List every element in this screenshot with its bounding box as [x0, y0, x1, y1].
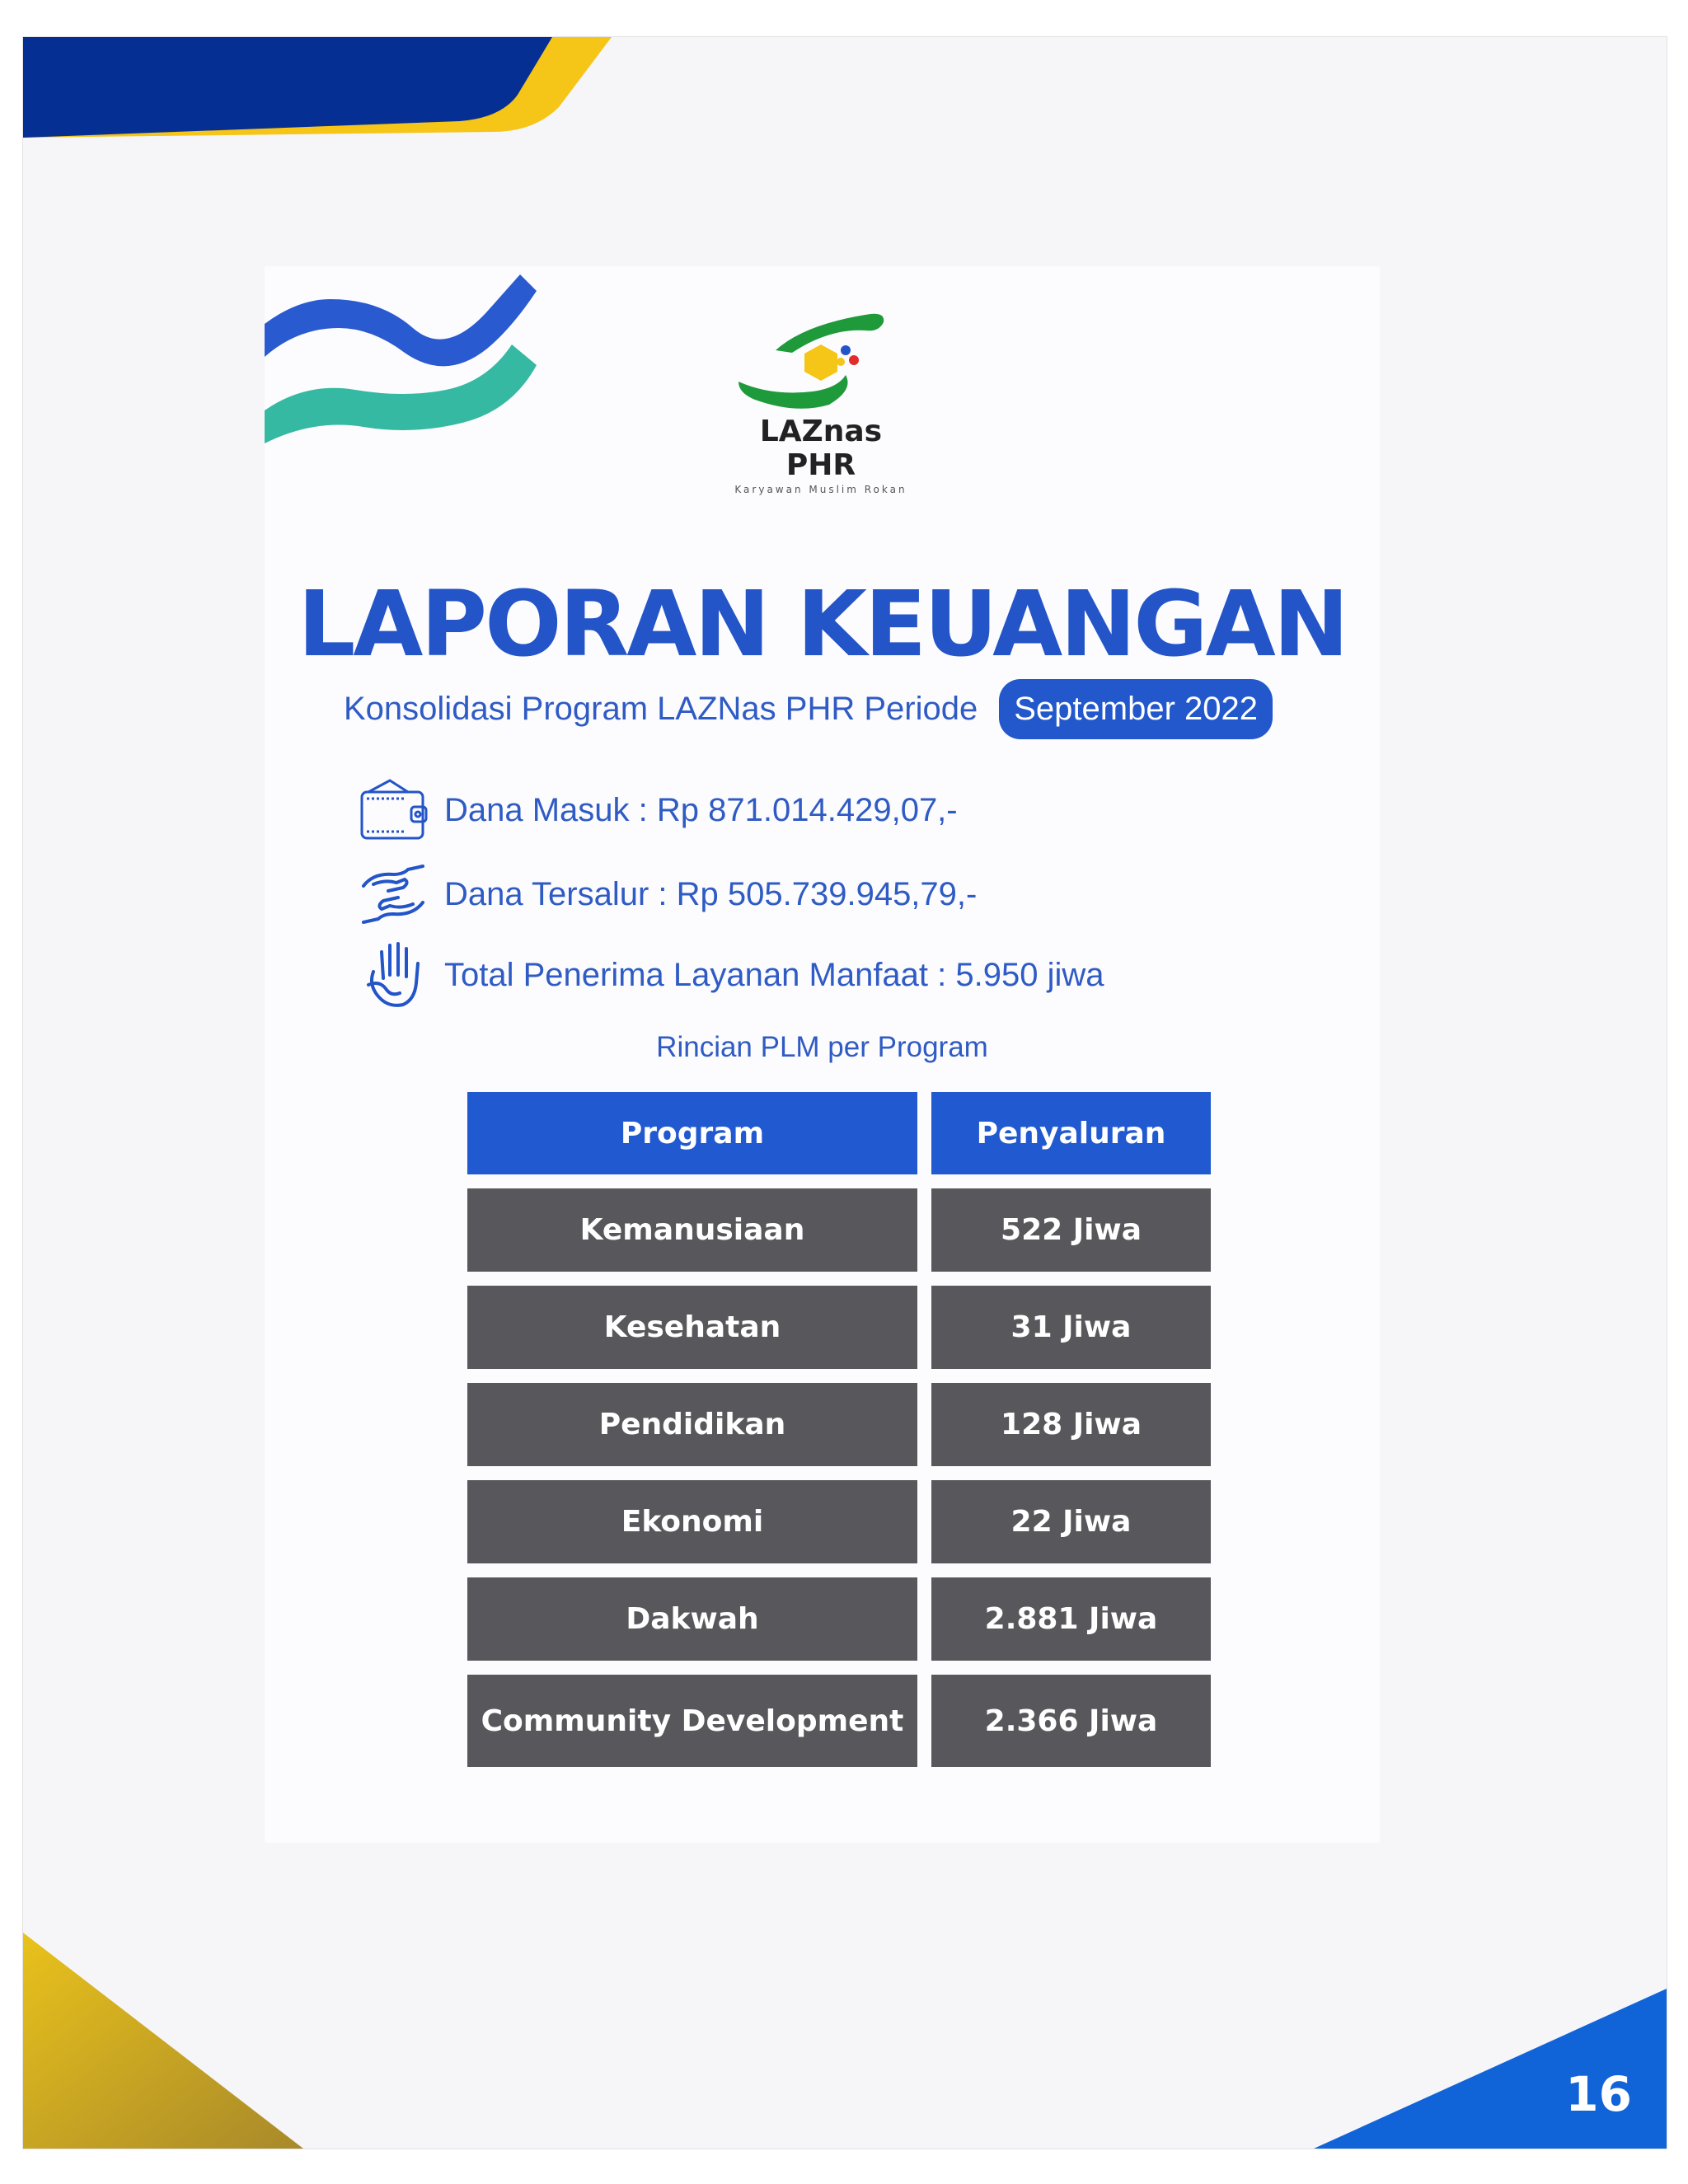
header-penyaluran: Penyaluran	[931, 1092, 1211, 1174]
report-title: LAPORAN KEUANGAN	[298, 571, 1347, 677]
header-program: Program	[467, 1092, 917, 1174]
table-header-row	[467, 1092, 1211, 1174]
penyaluran-cell: 128 Jiwa	[931, 1383, 1211, 1466]
program-cell: Kesehatan	[467, 1286, 917, 1369]
table-row	[467, 1188, 1211, 1272]
wave-decoration	[265, 266, 545, 448]
stat-total-penerima-text: Total Penerima Layanan Manfaat : 5.950 jiwa	[444, 956, 1104, 993]
subtitle-row	[344, 672, 1273, 746]
penyaluran-cell: 2.366 Jiwa	[931, 1675, 1211, 1767]
penyaluran-cell: 22 Jiwa	[931, 1480, 1211, 1563]
laznas-logo	[722, 307, 920, 495]
program-cell: Dakwah	[467, 1577, 917, 1661]
giving-hands-icon	[357, 858, 429, 930]
stat-dana-tersalur-text: Dana Tersalur : Rp 505.739.945,79,-	[444, 875, 978, 912]
logo-name: LAZnas PHR	[759, 415, 883, 482]
report-card	[265, 266, 1380, 1843]
stat-dana-masuk-text: Dana Masuk : Rp 871.014.429,07,-	[444, 791, 958, 828]
table-row	[467, 1286, 1211, 1369]
penyaluran-cell: 522 Jiwa	[931, 1188, 1211, 1272]
table-row	[467, 1577, 1211, 1661]
table-caption: Rincian PLM per Program	[656, 1031, 988, 1063]
program-table	[467, 1092, 1211, 1781]
page-number: 16	[1565, 2066, 1632, 2122]
program-cell: Community Development	[467, 1675, 917, 1767]
stat-dana-tersalur	[357, 858, 977, 930]
stat-total-penerima	[357, 939, 1104, 1011]
table-row	[467, 1675, 1211, 1767]
program-cell: Kemanusiaan	[467, 1188, 917, 1272]
subtitle-text: Konsolidasi Program LAZNas PHR Periode	[344, 690, 978, 727]
laznas-emblem-icon	[730, 307, 912, 415]
penyaluran-cell: 2.881 Jiwa	[931, 1577, 1211, 1661]
program-cell: Ekonomi	[467, 1480, 917, 1563]
table-row	[467, 1480, 1211, 1563]
period-badge: September 2022	[999, 679, 1273, 739]
logo-tagline: Karyawan Muslim Rokan	[734, 484, 907, 495]
table-row	[467, 1383, 1211, 1466]
stat-dana-masuk	[357, 774, 958, 846]
footer-gold-triangle	[23, 1933, 303, 2149]
program-cell: Pendidikan	[467, 1383, 917, 1466]
penyaluran-cell: 31 Jiwa	[931, 1286, 1211, 1369]
helping-hand-icon	[357, 939, 429, 1011]
wallet-icon	[357, 774, 429, 846]
